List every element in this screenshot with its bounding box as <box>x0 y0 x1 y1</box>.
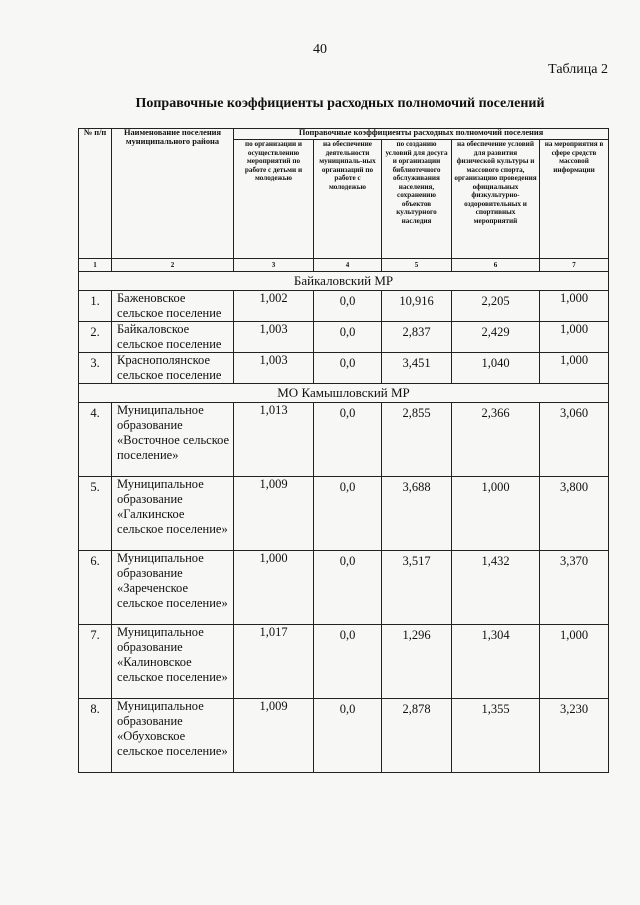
row-number: 4. <box>79 403 112 477</box>
table-row <box>79 322 609 353</box>
header-row-1 <box>79 129 609 140</box>
value-col7: 1,000 <box>540 353 609 384</box>
value-col6: 1,040 <box>452 353 540 384</box>
value-col3: 1,009 <box>234 699 314 773</box>
header-group: Поправочные коэффициенты расходных полномочий поселения <box>234 129 609 140</box>
district-name: Байкаловский МР <box>79 272 609 291</box>
value-col6: 1,355 <box>452 699 540 773</box>
value-col5: 3,451 <box>382 353 452 384</box>
district-row <box>79 384 609 403</box>
value-col6: 2,366 <box>452 403 540 477</box>
value-col3: 1,002 <box>234 291 314 322</box>
value-col6: 2,429 <box>452 322 540 353</box>
value-col4: 0,0 <box>314 625 382 699</box>
value-col3: 1,000 <box>234 551 314 625</box>
table-row <box>79 477 609 551</box>
header-col6: на обеспечение условий для развития физической культуры и массового спорта, организацию проведения официальных физкультурно-оздоровительных и спортивных мероприятий <box>452 140 540 259</box>
header-col4: на обеспечение деятельности муниципаль-ных организаций по работе с молодежью <box>314 140 382 259</box>
table-row <box>79 353 609 384</box>
row-number: 1. <box>79 291 112 322</box>
column-number: 4 <box>314 259 382 272</box>
value-col4: 0,0 <box>314 403 382 477</box>
column-number: 3 <box>234 259 314 272</box>
value-col3: 1,003 <box>234 322 314 353</box>
column-number: 6 <box>452 259 540 272</box>
row-number: 7. <box>79 625 112 699</box>
value-col3: 1,017 <box>234 625 314 699</box>
column-number: 5 <box>382 259 452 272</box>
column-number: 2 <box>112 259 234 272</box>
value-col6: 1,000 <box>452 477 540 551</box>
table-row <box>79 699 609 773</box>
row-number: 8. <box>79 699 112 773</box>
value-col4: 0,0 <box>314 699 382 773</box>
header-col7: на мероприятия в сфере средств массовой информации <box>540 140 609 259</box>
table-row <box>79 625 609 699</box>
value-col5: 10,916 <box>382 291 452 322</box>
value-col4: 0,0 <box>314 353 382 384</box>
value-col3: 1,003 <box>234 353 314 384</box>
settlement-name: Баженовское сельское поселение <box>112 291 234 322</box>
value-col4: 0,0 <box>314 291 382 322</box>
value-col7: 3,370 <box>540 551 609 625</box>
settlement-name: Муниципальное образование «Галкинское сельское поселение» <box>112 477 234 551</box>
value-col4: 0,0 <box>314 322 382 353</box>
coefficients-table <box>78 128 609 773</box>
table-row <box>79 403 609 477</box>
column-number-row <box>79 259 609 272</box>
column-number: 7 <box>540 259 609 272</box>
settlement-name: Краснополянское сельское поселение <box>112 353 234 384</box>
value-col6: 2,205 <box>452 291 540 322</box>
settlement-name: Муниципальное образование «Калиновское сельское поселение» <box>112 625 234 699</box>
document-title: Поправочные коэффициенты расходных полномочий поселений <box>135 96 545 111</box>
value-col3: 1,009 <box>234 477 314 551</box>
district-row <box>79 272 609 291</box>
value-col7: 3,060 <box>540 403 609 477</box>
row-number: 3. <box>79 353 112 384</box>
value-col5: 2,837 <box>382 322 452 353</box>
value-col3: 1,013 <box>234 403 314 477</box>
settlement-name: Муниципальное образование «Обуховское сельское поселение» <box>112 699 234 773</box>
value-col7: 1,000 <box>540 291 609 322</box>
table-row <box>79 291 609 322</box>
value-col4: 0,0 <box>314 551 382 625</box>
value-col5: 3,517 <box>382 551 452 625</box>
value-col7: 3,800 <box>540 477 609 551</box>
value-col6: 1,304 <box>452 625 540 699</box>
settlement-name: Муниципальное образование «Зареченское сельское поселение» <box>112 551 234 625</box>
value-col5: 2,855 <box>382 403 452 477</box>
value-col5: 1,296 <box>382 625 452 699</box>
settlement-name: Муниципальное образование «Восточное сельское поселение» <box>112 403 234 477</box>
header-name: Наименование поселения муниципального района <box>112 129 234 259</box>
value-col7: 1,000 <box>540 322 609 353</box>
header-col3: по организации и осуществлению мероприятий по работе с детьми и молодежью <box>234 140 314 259</box>
column-number: 1 <box>79 259 112 272</box>
value-col7: 1,000 <box>540 625 609 699</box>
row-number: 5. <box>79 477 112 551</box>
value-col5: 3,688 <box>382 477 452 551</box>
table-label: Таблица 2 <box>548 62 608 77</box>
settlement-name: Байкаловское сельское поселение <box>112 322 234 353</box>
header-number: № п/п <box>79 129 112 259</box>
value-col6: 1,432 <box>452 551 540 625</box>
district-name: МО Камышловский МР <box>79 384 609 403</box>
value-col7: 3,230 <box>540 699 609 773</box>
row-number: 6. <box>79 551 112 625</box>
value-col5: 2,878 <box>382 699 452 773</box>
table-row <box>79 551 609 625</box>
page-number: 40 <box>313 42 327 57</box>
row-number: 2. <box>79 322 112 353</box>
header-col5: по созданию условий для досуга и организации библиотечного обслуживания населения, сохранению объектов культурного наследия <box>382 140 452 259</box>
value-col4: 0,0 <box>314 477 382 551</box>
